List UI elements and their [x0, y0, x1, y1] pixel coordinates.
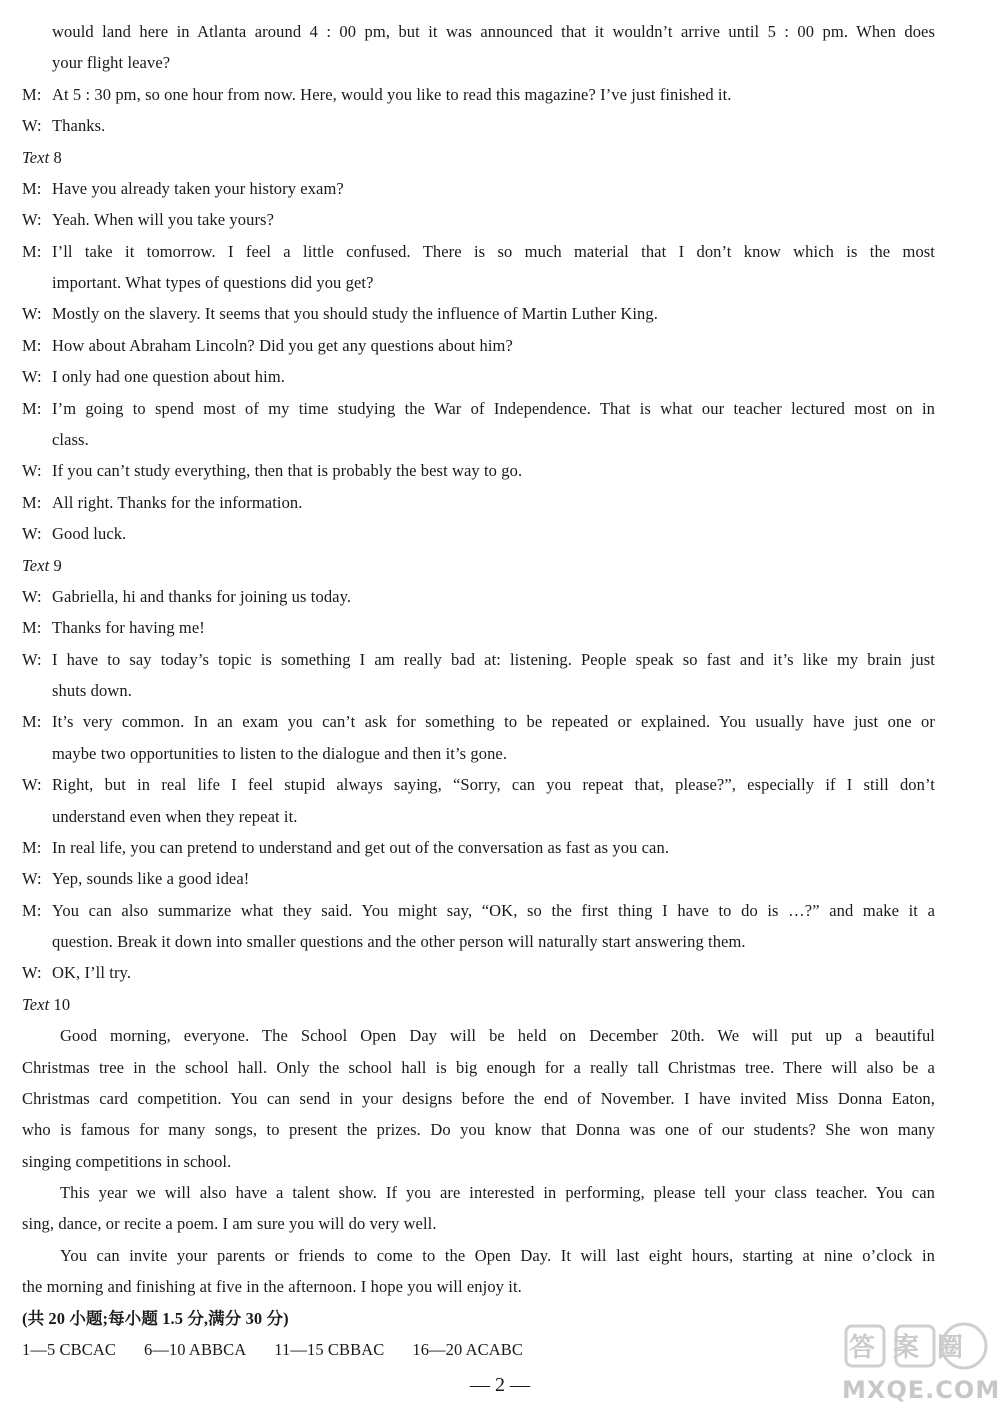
section-heading [22, 556, 62, 576]
paragraph-first-line: This year we will also have a talent show. If you are interested in performing, please tell your class teacher. You can [60, 1183, 935, 1203]
dialogue-line [22, 367, 285, 387]
dialogue-text: Thanks for having me! [52, 618, 205, 638]
speaker-label: M: [22, 398, 42, 418]
speaker-label: M: [22, 241, 42, 261]
paragraph-first-line: Good morning, everyone. The School Open Day will be held on December 20th. We will put up a beautiful [60, 1026, 935, 1046]
dialogue-continuation: understand even when they repeat it. [52, 806, 298, 826]
dialogue-continuation: shuts down. [52, 681, 132, 700]
dialogue-line [22, 712, 935, 732]
paragraph-line: Christmas tree in the school hall. Only the school hall is big enough for a really tall Christmas tree. There will also be a [22, 1057, 935, 1077]
section-heading [22, 148, 62, 168]
dialogue-continuation: maybe two opportunities to listen to the dialogue and then it’s gone. [52, 743, 508, 763]
dialogue-continuation: important. What types of questions did you get? [52, 273, 374, 292]
dialogue-line [22, 210, 274, 230]
section-number: 10 [53, 994, 71, 1014]
dialogue-text: OK, I’ll try. [52, 963, 132, 983]
speaker-label: M: [22, 712, 42, 732]
watermark [840, 1318, 1000, 1410]
dialogue-line [22, 618, 205, 638]
dialogue-text: I’ll take it tomorrow. I feel a little confused. There is so much material that I don’t know which is the most [52, 241, 935, 261]
dialogue-continuation: would land here in Atlanta around 4 : 00 pm, but it was announced that it wouldn’t arrive until 5 : 00 pm. When does [52, 22, 935, 41]
speaker-label: M: [22, 837, 42, 857]
dialogue-text: If you can’t study everything, then that is probably the best way to go. [52, 461, 523, 481]
dialogue-text: I’m going to spend most of my time studying the War of Independence. That is what our teacher lectured most on in [52, 398, 935, 418]
speaker-label: W: [22, 775, 42, 795]
dialogue-text: You can also summarize what they said. You might say, “OK, so the first thing I have to do is …?” and make it a [52, 900, 935, 920]
dialogue-line [22, 524, 126, 544]
dialogue-continuation: your flight leave? [52, 53, 171, 73]
paragraph-line: sing, dance, or recite a poem. I am sure you will do very well. [22, 1214, 437, 1234]
dialogue-line [22, 461, 522, 481]
answer-group-1: 1—5 CBCAC [22, 1340, 116, 1359]
paragraph-line: singing competitions in school. [22, 1151, 232, 1171]
speaker-label: M: [22, 492, 42, 512]
dialogue-text: Yeah. When will you take yours? [52, 210, 274, 230]
dialogue-text: All right. Thanks for the information. [52, 492, 303, 512]
dialogue-line [22, 869, 249, 889]
dialogue-text: Have you already taken your history exam? [52, 178, 344, 198]
dialogue-line [22, 85, 732, 105]
speaker-label: W: [22, 116, 42, 136]
dialogue-text: Good luck. [52, 524, 127, 544]
speaker-label: W: [22, 304, 42, 324]
paragraph-line: who is famous for many songs, to present the prizes. Do you know that Donna was one of our students? She won many [22, 1120, 935, 1140]
speaker-label: M: [22, 178, 42, 198]
speaker-label: W: [22, 586, 42, 606]
dialogue-text: At 5 : 30 pm, so one hour from now. Here, would you like to read this magazine? I’ve just finished it. [52, 84, 732, 104]
dialogue-line [22, 304, 658, 324]
dialogue-line [22, 650, 935, 670]
dialogue-line [22, 116, 105, 136]
speaker-label: M: [22, 618, 42, 638]
dialogue-line [22, 399, 935, 419]
dialogue-text: How about Abraham Lincoln? Did you get any questions about him? [52, 335, 513, 355]
dialogue-text: Mostly on the slavery. It seems that you should study the influence of Martin Luther King. [52, 304, 658, 324]
dialogue-text: Right, but in real life I feel stupid always saying, “Sorry, can you repeat that, please?”, especially if I still don’t [52, 775, 935, 795]
speaker-label: W: [22, 963, 42, 983]
speaker-label: M: [22, 900, 42, 920]
dialogue-text: It’s very common. In an exam you can’t ask for something to be repeated or explained. You usually have just one or [52, 712, 935, 732]
dialogue-text: I have to say today’s topic is something I am really bad at: listening. People speak so fast and it’s like my brain just [52, 649, 935, 669]
dialogue-text: Thanks. [52, 116, 106, 136]
watermark-logo-text: 答案圈 [848, 1333, 982, 1363]
dialogue-line [22, 493, 303, 513]
scoring-note: (共 20 小题;每小题 1.5 分,满分 30 分) [22, 1308, 289, 1328]
dialogue-line [22, 587, 351, 607]
paragraph-first-line: You can invite your parents or friends to come to the Open Day. It will last eight hours, starting at nine o’clock in [60, 1245, 935, 1265]
dialogue-text: Yep, sounds like a good idea! [52, 869, 250, 889]
page-number: — 2 — [470, 1374, 530, 1396]
section-heading [22, 995, 70, 1015]
dialogue-text: I only had one question about him. [52, 367, 285, 387]
watermark-url: MXQE.COM [842, 1376, 1000, 1404]
answer-group-4: 16—20 ACABC [412, 1340, 524, 1359]
dialogue-text: In real life, you can pretend to understand and get out of the conversation as fast as you can. [52, 837, 670, 857]
speaker-label: W: [22, 367, 42, 387]
dialogue-line [22, 963, 131, 983]
speaker-label: W: [22, 524, 42, 544]
answer-key [22, 1340, 523, 1360]
section-label: Text [22, 994, 50, 1014]
speaker-label: M: [22, 84, 42, 104]
paragraph-line: Christmas card competition. You can send in your designs before the end of November. I have invited Miss Donna Eaton, [22, 1088, 935, 1108]
paragraph-line: the morning and finishing at five in the afternoon. I hope you will enjoy it. [22, 1277, 522, 1297]
speaker-label: W: [22, 649, 42, 669]
speaker-label: W: [22, 461, 42, 481]
dialogue-line [22, 901, 935, 921]
dialogue-line [22, 336, 513, 356]
section-number: 8 [53, 147, 62, 167]
speaker-label: W: [22, 210, 42, 230]
answer-group-2: 6—10 ABBCA [143, 1340, 247, 1359]
watermark-logo-icon [840, 1318, 990, 1374]
dialogue-continuation: question. Break it down into smaller questions and the other person will naturally start answering them. [52, 932, 746, 951]
section-label: Text [22, 555, 50, 575]
dialogue-line [22, 179, 344, 199]
speaker-label: M: [22, 335, 42, 355]
speaker-label: W: [22, 869, 42, 889]
section-label: Text [22, 147, 50, 167]
dialogue-line [22, 838, 669, 858]
dialogue-line [22, 775, 935, 795]
dialogue-line [22, 242, 935, 262]
answer-group-3: 11—15 CBBAC [274, 1340, 385, 1359]
dialogue-continuation: class. [52, 429, 89, 449]
dialogue-text: Gabriella, hi and thanks for joining us today. [52, 586, 352, 606]
section-number: 9 [53, 555, 62, 575]
